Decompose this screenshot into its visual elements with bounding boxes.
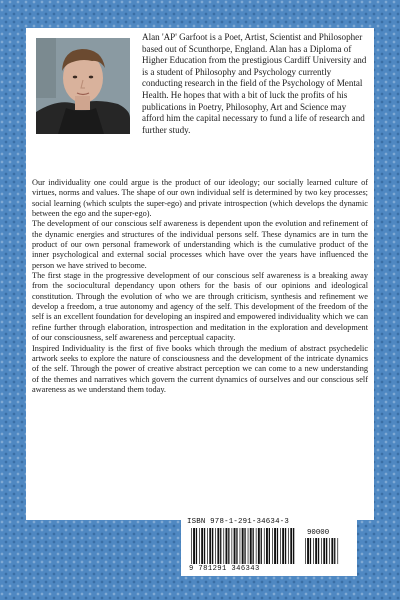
description-paragraph: The first stage in the progressive development of our conscious self awareness is a breaking away from the sociocultural dependancy upon others for the basis of our opinions and ideological constitution. Through the evolution of who we are through criticism, synthesis and refinement we develop a freedom, a true autonomy and agency of the self. This development of the freedom of the self is an excellent foundation for developing an inspired and empowered individuality which we can refine further through elaboration, introspection and meditation in the exploration and development of our consciousness, self awareness and perceptual capacity. [32,271,368,343]
barcode-bar [280,528,281,564]
barcode-bar [277,528,278,564]
barcode-bar [199,528,200,564]
barcode-bar [288,528,289,564]
description-paragraph: Our individuality one could argue is the product of our ideology; our socially learned culture of virtues, norms and values. The shape of our own individual self is determined by two key processes; social learning (which sculpts the super-ego) and private introspection (which develops the dynamic between the ego and the super-ego). [32,178,368,219]
barcode-bar [266,528,268,564]
barcode-bar [285,528,286,564]
barcode-bar [274,528,276,564]
barcode-bar [321,538,322,564]
barcode-bar [226,528,228,564]
barcode-bar [232,528,233,564]
barcode-bar [261,528,262,564]
barcode-bar [272,528,273,564]
barcode-bar [215,528,216,564]
barcode-bar [204,528,205,564]
author-portrait-image [36,38,130,134]
barcode-bar [337,538,338,564]
barcode-bar [318,538,319,564]
barcode-bar [220,528,221,564]
barcode-area [181,516,357,576]
barcode-bar [310,538,311,564]
barcode-bar [258,528,260,564]
text-panel [26,28,374,520]
description-paragraph: Inspired Individuality is the first of five books which through the medium of abstract psychedelic artwork seeks to explore the nature of consciousness and the development of the intricate dynamics of the self. Through the power of creative abstract perception we can come to a new understanding of the themes and narratives which govern the current dynamics of ourselves and our conscious self awareness as we understand them today. [32,343,368,394]
barcode-bar [207,528,208,564]
barcode-bar [307,538,309,564]
barcode-bar [196,528,197,564]
author-bio: Alan 'AP' Garfoot is a Poet, Artist, Scientist and Philosopher based out of Scunthorpe, England. Alan has a Diploma of Higher Education from the prestigious Cardiff University and is a student of Philosophy and Psychology currently conducting research in the field of the Psychology of Mental Health. He hopes that with a bit of luck the profits of his publications in Poetry, Philosophy, Art and Science may afford him the capital necessary to fund a life of research and further study. [142,32,367,135]
barcode-bar [326,538,327,564]
description-paragraph: The development of our conscious self awareness is dependent upon the evolution and refinement of the dynamic energies and structures of the individual persons self. These dynamics are in turn the product of our own personal framework of understanding which is the cumulative product of the inner psychological and external social processes which have over the years have influenced the person we have strived to become. [32,219,368,270]
barcode-bar [191,528,192,564]
author-photo [36,38,130,134]
barcode-digits: 9 781291 346343 [189,565,260,573]
barcode-bar [323,538,325,564]
barcode-bar [223,528,224,564]
price-code: 90000 [307,529,330,537]
barcode-bar [217,528,219,564]
barcode-bar [256,528,257,564]
barcode-bar [250,528,252,564]
isbn-text: ISBN 978-1-291-34634-3 [187,518,289,526]
barcode-bar [244,528,245,564]
barcode-bar [315,538,317,564]
barcode-bar [334,538,335,564]
barcode-bar [253,528,254,564]
barcode-bar [290,528,292,564]
barcode-bar [282,528,284,564]
barcode-bar [193,528,195,564]
barcode-bar [242,528,244,564]
barcode-bar [305,538,306,564]
barcode-bar [269,528,270,564]
barcode-bar [248,528,249,564]
barcode-bar [264,528,265,564]
barcode-bar [236,528,237,564]
barcode-bar [313,538,314,564]
book-description [32,178,368,395]
barcode-bar [209,528,211,564]
barcode-bar [234,528,236,564]
barcode-bar [212,528,213,564]
barcode-bar [228,528,229,564]
barcode-bar [240,528,241,564]
barcode-bar [329,538,330,564]
barcode-bar [201,528,203,564]
barcode-bar [293,528,294,564]
barcode-bar [331,538,333,564]
